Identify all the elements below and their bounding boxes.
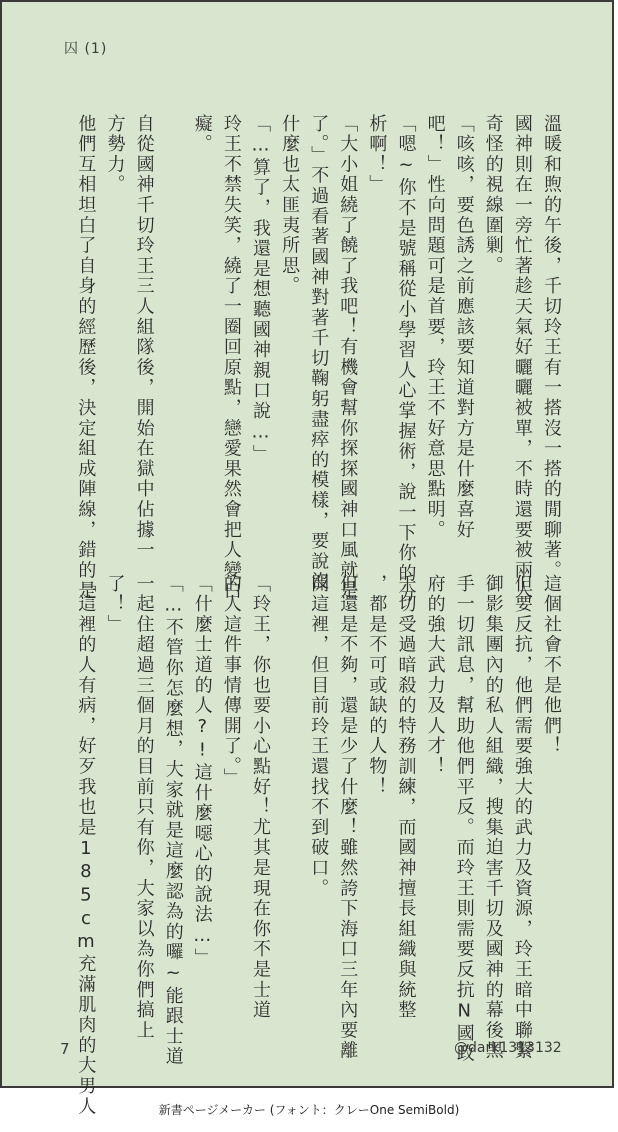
bottom-text-column: 開這裡，但目前玲王還找不到破口。 [308, 574, 330, 899]
bottom-text-column: 的人這件事情傳開了。」 [220, 574, 242, 789]
bottom-text-column: 這個社會不是他們！ [541, 574, 562, 757]
bottom-text-column: 了！」 [104, 574, 126, 635]
bottom-text-column: 「什麼士道的人?!這什麼噁心的說法…」 [191, 574, 213, 969]
bottom-text-column: 手一切訊息，幫助他們平反。而玲王則需要反抗N國政 [453, 574, 475, 1065]
bottom-text-column: 御影集團內的私人組織，搜集迫害千切及國神的幕後黑 [482, 574, 504, 1062]
author-handle: @dark1313132 [454, 1040, 562, 1056]
bottom-text-column: 「這裡的人有病，好歹我也是185cm充滿肌肉的大男人 [75, 574, 97, 1117]
top-text-column: 玲王不禁失笑，繞了一圈回原點，戀愛果然會把人變白 [220, 114, 242, 602]
top-text-column: 「…算了，我還是想聽國神親口說…」 [250, 114, 271, 466]
bottom-text-column: 一起住超過三個月的目前只有你，大家以為你們搞上 [133, 574, 155, 1041]
bottom-text-column: 府的強大武力及人才！ [424, 574, 446, 777]
page-number: 7 [60, 1040, 70, 1058]
top-text-column: 自從國神千切玲王三人組隊後，開始在獄中佔據一 [133, 114, 155, 561]
top-text-column: 國神則在一旁忙著趁天氣好曬曬被單，不時還要被兩人 [511, 114, 533, 602]
top-text-column: 癡。 [191, 114, 213, 155]
top-text-column: 了。」不過看著國神對著千切鞠躬盡瘁的模樣，要說沒 [308, 114, 330, 593]
generator-credit: 新書ページメーカー (フォント：クレーOne SemiBold) [158, 1103, 460, 1117]
top-text-column: 什麼也太匪夷所思。 [279, 114, 301, 297]
top-text-column: 吧！」性向問題可是首要，玲王不好意思點明。 [424, 114, 446, 541]
top-text-column: 「嗯~你不是號稱從小學習人心掌握術，說一下你的分 [395, 114, 417, 605]
bottom-text-column: 「玲王，你也要小心點好！尤其是現在你不是士道 [250, 574, 271, 1021]
bottom-text-column: ，都是不可或缺的人物！ [366, 574, 388, 798]
chapter-header: 囚 (1) [64, 41, 108, 57]
top-text-column: 溫暖和煦的午後，千切玲王有一搭沒一搭的閒聊著。 [541, 114, 562, 581]
top-text-column: 「咳咳，要色誘之前應該要知道對方是什麼喜好 [453, 114, 475, 541]
top-text-column: 析啊！」 [366, 114, 388, 196]
bottom-text-column: 但要反抗，他們需要強大的武力及資源，玲王暗中聯繫 [511, 574, 533, 1062]
bottom-text-column: 但還是不夠，還是少了什麼！雖然誇下海口三年內要離 [337, 574, 359, 1062]
top-text-column: 他們互相坦白了自身的經歷後，決定組成陣線，錯的是 [75, 114, 97, 602]
bottom-text-column: 千切受過暗殺的特務訓練，而國神擅長組織與統整 [395, 574, 417, 1021]
top-text-column: 方勢力。 [104, 114, 126, 196]
top-text-column: 奇怪的視線圍剿。 [482, 114, 504, 277]
bottom-text-column: 「…不管你怎麼想，大家就是這麼認為的囉~能跟士道 [162, 574, 184, 1068]
top-text-column: 「大小姐繞了饒了我吧！有機會幫你探探國神口風就是 [337, 114, 359, 602]
